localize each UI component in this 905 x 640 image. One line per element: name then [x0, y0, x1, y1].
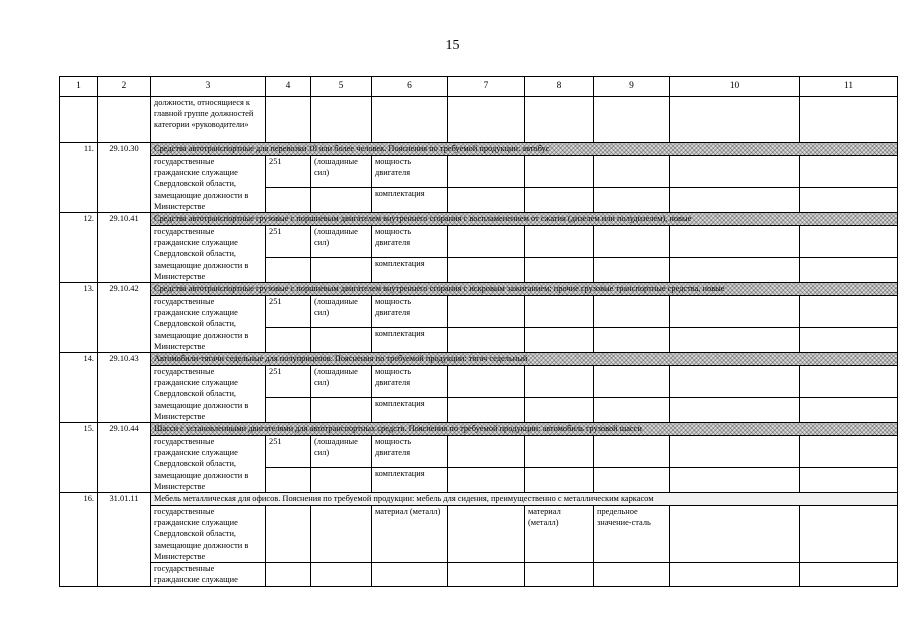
item-subrow	[60, 563, 898, 586]
unit-name: (лошадиные сил)	[311, 296, 372, 328]
unit-code: 251	[266, 156, 311, 188]
header-row	[60, 77, 898, 97]
characteristic-kit: комплектация	[372, 327, 448, 352]
header-cell: 9	[594, 77, 670, 97]
officials-text: государственные гражданские служащие	[151, 563, 266, 586]
unit-name: (лошадиные сил)	[311, 226, 372, 258]
characteristic-kit: комплектация	[372, 467, 448, 492]
item-number: 13.	[60, 283, 98, 353]
characteristic-kit: комплектация	[372, 257, 448, 282]
catalog-table	[59, 76, 898, 587]
item-code: 31.01.11	[98, 493, 151, 586]
officials-text: государственные гражданские служащие Свердловской области, замещающие должности в Министерстве	[151, 436, 266, 493]
header-cell: 4	[266, 77, 311, 97]
officials-text: государственные гражданские служащие Свердловской области, замещающие должности в Министерстве	[151, 506, 266, 563]
header-cell: 2	[98, 77, 151, 97]
limit-value: предельное значение-сталь	[594, 506, 670, 563]
header-cell: 10	[670, 77, 800, 97]
item-row	[60, 283, 898, 296]
material-field: материал (металл)	[525, 506, 594, 563]
item-subrow	[60, 436, 898, 468]
characteristic-power: мощность двигателя	[372, 226, 448, 258]
unit-code: 251	[266, 436, 311, 468]
item-row	[60, 213, 898, 226]
item-number: 11.	[60, 143, 98, 213]
header-cell: 6	[372, 77, 448, 97]
header-cell: 5	[311, 77, 372, 97]
item-subrow	[60, 156, 898, 188]
material-field: материал (металл)	[372, 506, 448, 563]
item-subrow	[60, 226, 898, 258]
header-cell: 8	[525, 77, 594, 97]
item-code: 29.10.44	[98, 423, 151, 493]
item-subrow	[60, 506, 898, 563]
item-row	[60, 493, 898, 506]
unit-name: (лошадиные сил)	[311, 156, 372, 188]
continuation-row	[60, 97, 898, 143]
item-description: Средства автотранспортные грузовые с поршневым двигателем внутреннего сгорания с воспламенением от сжатия (дизелем или полудизелем), новые	[151, 213, 898, 226]
item-code: 29.10.42	[98, 283, 151, 353]
officials-text: государственные гражданские служащие Свердловской области, замещающие должности в Министерстве	[151, 156, 266, 213]
header-cell: 7	[448, 77, 525, 97]
unit-name: (лошадиные сил)	[311, 436, 372, 468]
item-row	[60, 423, 898, 436]
item-number: 16.	[60, 493, 98, 586]
characteristic-kit: комплектация	[372, 187, 448, 212]
item-number: 14.	[60, 353, 98, 423]
item-row	[60, 353, 898, 366]
item-description: Мебель металлическая для офисов. Пояснения по требуемой продукции: мебель для сидения, преимущественно с металлическим каркасом	[151, 493, 898, 506]
item-description: Средства автотранспортные для перевозки 10 или более человек. Пояснения по требуемой продукции: автобус	[151, 143, 898, 156]
unit-code: 251	[266, 366, 311, 398]
characteristic-power: мощность двигателя	[372, 436, 448, 468]
item-description: Средства автотранспортные грузовые с поршневым двигателем внутреннего сгорания с искровым зажиганием; прочие грузовые транспортные средства, новые	[151, 283, 898, 296]
item-code: 29.10.41	[98, 213, 151, 283]
item-subrow	[60, 296, 898, 328]
item-row	[60, 143, 898, 156]
item-code: 29.10.43	[98, 353, 151, 423]
item-number: 12.	[60, 213, 98, 283]
header-cell: 11	[800, 77, 898, 97]
characteristic-power: мощность двигателя	[372, 296, 448, 328]
continuation-text: должности, относящиеся к главной группе должностей категории «руководители»	[151, 97, 266, 143]
officials-text: государственные гражданские служащие Свердловской области, замещающие должности в Министерстве	[151, 296, 266, 353]
item-code: 29.10.30	[98, 143, 151, 213]
unit-code: 251	[266, 226, 311, 258]
officials-text: государственные гражданские служащие Свердловской области, замещающие должности в Министерстве	[151, 226, 266, 283]
page-number: 15	[445, 38, 460, 53]
characteristic-power: мощность двигателя	[372, 156, 448, 188]
item-subrow	[60, 366, 898, 398]
officials-text: государственные гражданские служащие Свердловской области, замещающие должности в Министерстве	[151, 366, 266, 423]
unit-name: (лошадиные сил)	[311, 366, 372, 398]
header-cell: 1	[60, 77, 98, 97]
header-cell: 3	[151, 77, 266, 97]
characteristic-kit: комплектация	[372, 397, 448, 422]
characteristic-power: мощность двигателя	[372, 366, 448, 398]
item-description: Шасси с установленными двигателями для автотранспортных средств. Пояснения по требуемой продукции: автомобиль грузовой шасси	[151, 423, 898, 436]
unit-code: 251	[266, 296, 311, 328]
item-number: 15.	[60, 423, 98, 493]
item-description: Автомобили-тягачи седельные для полуприцепов. Пояснения по требуемой продукции: тягач седельный	[151, 353, 898, 366]
